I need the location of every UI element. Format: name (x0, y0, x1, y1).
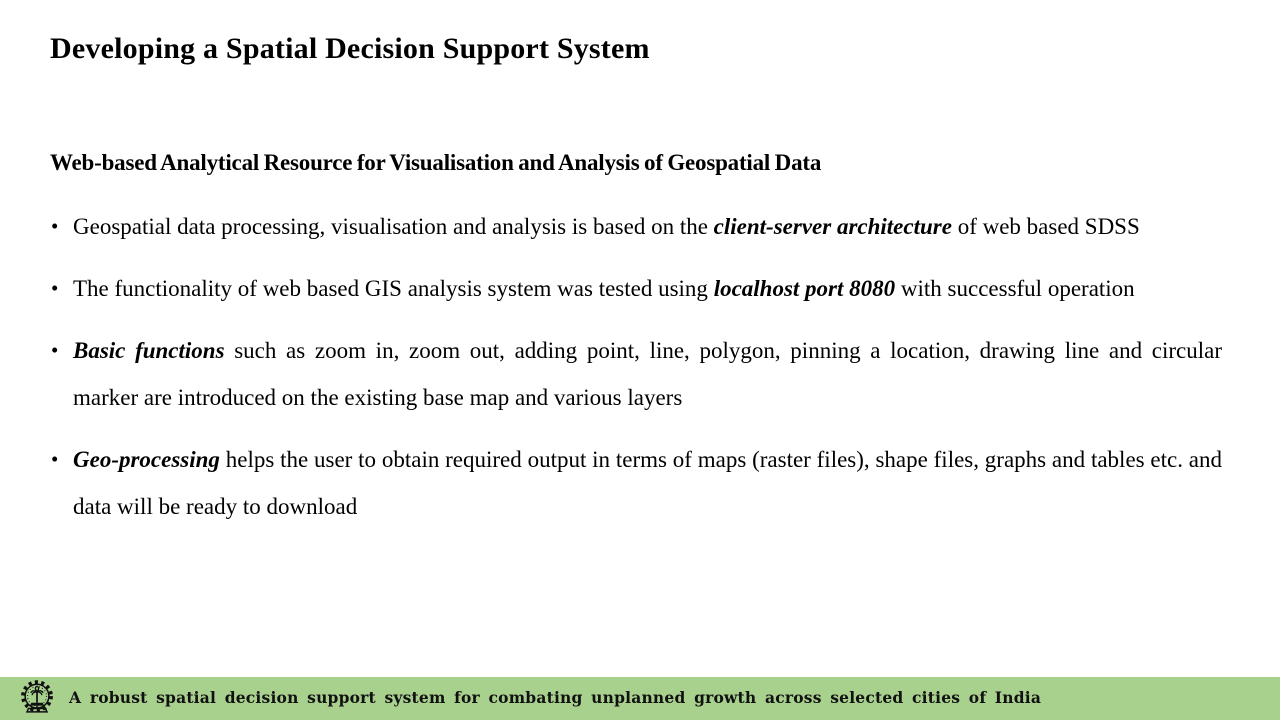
bullet-text: of web based SDSS (951, 214, 1140, 239)
bullet-text: The functionality of web based GIS analysis system was tested using (73, 276, 714, 301)
footer-tagline: A robust spatial decision support system for combating unplanned growth across selected cities of India (69, 688, 1042, 707)
bullet-marker: • (51, 447, 59, 471)
slide-subtitle: Web-based Analytical Resource for Visualisation and Analysis of Geospatial Data (50, 150, 822, 175)
bullet-text: such as zoom in, zoom out, adding point, line, polygon, pinning a location, drawing line and circular marker are introduced on the existing base map and various layers (73, 338, 1222, 410)
bullet-item-2 (50, 265, 1222, 312)
bullet-text: Geospatial data processing, visualisation and analysis is based on the (73, 214, 714, 239)
bullet-item-4 (50, 436, 1222, 530)
slide-title: Developing a Spatial Decision Support System (50, 32, 650, 65)
bullet-emphasis: Geo-processing (73, 447, 220, 472)
bullet-list (50, 203, 1222, 545)
iit-kharagpur-logo-icon (17, 680, 57, 718)
bullet-emphasis: Basic functions (73, 338, 225, 363)
bullet-emphasis: localhost port 8080 (713, 276, 896, 301)
bullet-text: helps the user to obtain required output in terms of maps (raster files), shape files, graphs and tables etc. and data will be ready to download (73, 447, 1222, 519)
bullet-item-1 (50, 203, 1222, 250)
bullet-marker: • (51, 276, 59, 300)
bullet-marker: • (51, 338, 59, 362)
bullet-text: with successful operation (895, 276, 1135, 301)
bullet-item-3 (50, 327, 1222, 421)
bullet-emphasis: client-server architecture (713, 214, 952, 239)
footer-band (0, 677, 1280, 720)
bullet-marker: • (51, 214, 59, 238)
